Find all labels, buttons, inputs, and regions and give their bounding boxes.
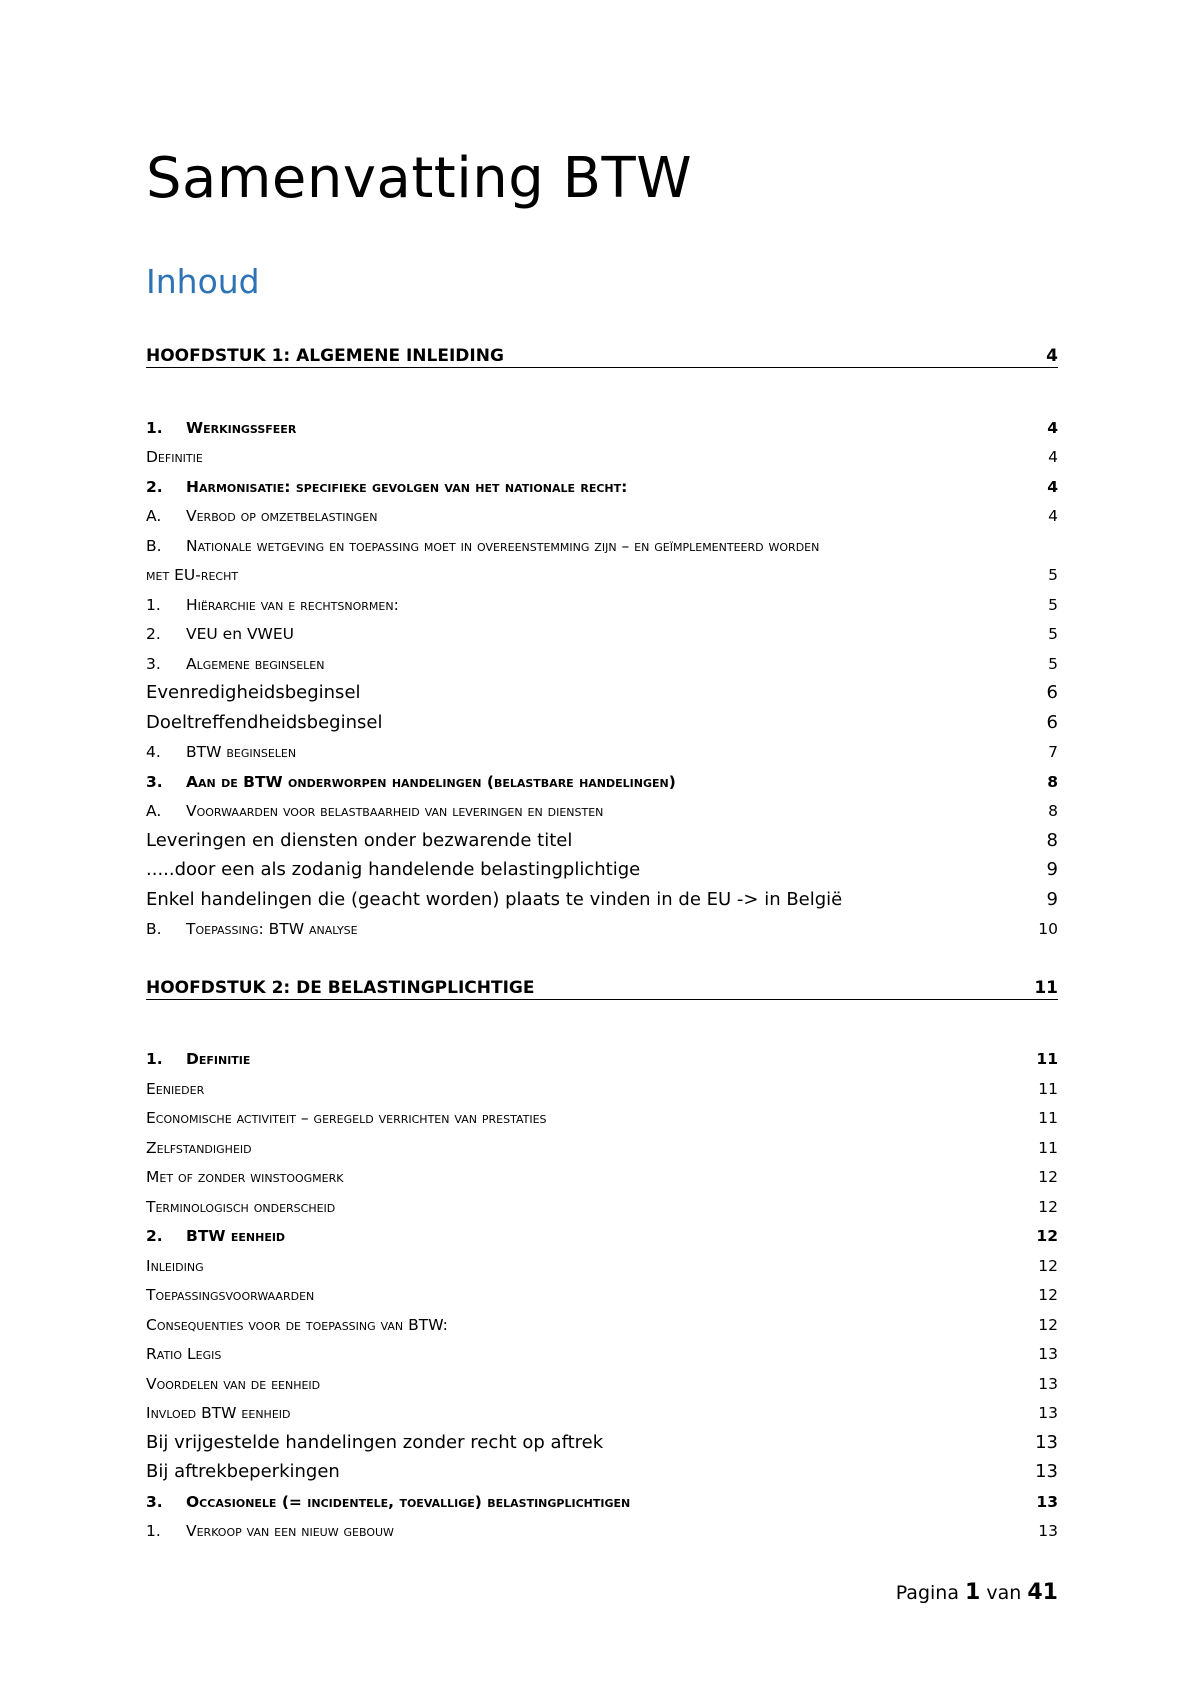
toc-entry[interactable]	[146, 1220, 1058, 1246]
toc-entry[interactable]	[146, 1250, 1058, 1276]
toc-entry-text: HOOFDSTUK 2: DE BELASTINGPLICHTIGE	[146, 978, 535, 998]
toc-entry[interactable]	[146, 589, 1058, 615]
toc-entry-page: 6	[1046, 712, 1058, 733]
toc-entry-text: Ratio Legis	[146, 1345, 222, 1363]
document-title: Samenvatting BTW	[146, 146, 693, 211]
toc-entry-text: 1. Werkingssfeer	[146, 419, 297, 437]
toc-entry-text: Evenredigheidsbeginsel	[146, 682, 361, 703]
toc-entry[interactable]	[146, 1043, 1058, 1069]
toc-entry-text: Invloed BTW eenheid	[146, 1404, 291, 1422]
toc-entry[interactable]	[146, 884, 1058, 910]
toc-entry-text: A. Verbod op omzetbelastingen	[146, 507, 378, 525]
toc-entry-text: 1. Hiërarchie van e rechtsnormen:	[146, 596, 399, 614]
toc-entry[interactable]	[146, 736, 1058, 762]
toc-entry[interactable]	[146, 1279, 1058, 1305]
toc-entry[interactable]	[146, 1338, 1058, 1364]
toc-entry-page: 11	[1036, 1050, 1058, 1068]
toc-entry[interactable]	[146, 1456, 1058, 1482]
toc-entry-page: 7	[1048, 743, 1058, 761]
toc-entry-text: 4. BTW beginselen	[146, 743, 297, 761]
toc-entry-text: 3. Aan de BTW onderworpen handelingen (belastbare handelingen)	[146, 773, 676, 791]
toc-entry[interactable]	[146, 530, 1058, 556]
toc-entry-page: 11	[1038, 1139, 1058, 1157]
toc-entry-chapter-1[interactable]	[146, 342, 1058, 368]
toc-entry-text: Bij vrijgestelde handelingen zonder recht op aftrek	[146, 1432, 604, 1453]
toc-entry[interactable]	[146, 1191, 1058, 1217]
toc-entry[interactable]	[146, 1397, 1058, 1423]
toc-entry-text: 2. Harmonisatie: specifieke gevolgen van het nationale recht:	[146, 478, 628, 496]
toc-entry-page: 6	[1046, 682, 1058, 703]
toc-entry-page: 13	[1038, 1375, 1058, 1393]
toc-entry-text: Bij aftrekbeperkingen	[146, 1461, 340, 1482]
toc-entry-page: 13	[1035, 1461, 1058, 1482]
toc-entry-page: 13	[1038, 1522, 1058, 1540]
toc-entry-text: .....door een als zodanig handelende belastingplichtige	[146, 859, 641, 880]
toc-entry-chapter-2[interactable]	[146, 974, 1058, 1000]
footer-current-page: 1	[965, 1580, 981, 1605]
toc-entry-page: 12	[1036, 1227, 1058, 1245]
toc-entry-text: Terminologisch onderscheid	[146, 1198, 336, 1216]
toc-entry[interactable]	[146, 618, 1058, 644]
toc-entry[interactable]	[146, 1368, 1058, 1394]
toc-entry-continuation[interactable]	[146, 559, 1058, 585]
toc-entry-text: Eenieder	[146, 1080, 205, 1098]
toc-entry-text: Met of zonder winstoogmerk	[146, 1168, 344, 1186]
toc-entry-text: Zelfstandigheid	[146, 1139, 252, 1157]
toc-entry-page: 13	[1035, 1432, 1058, 1453]
toc-entry-page: 5	[1048, 596, 1058, 614]
toc-entry-text: Definitie	[146, 448, 203, 466]
toc-entry[interactable]	[146, 441, 1058, 467]
toc-entry-text: A. Voorwaarden voor belastbaarheid van leveringen en diensten	[146, 802, 604, 820]
toc-entry-text: Leveringen en diensten onder bezwarende titel	[146, 830, 573, 851]
toc-entry-page: 8	[1048, 802, 1058, 820]
toc-entry-text: met EU-recht	[146, 566, 239, 584]
toc-entry-page: 11	[1034, 978, 1058, 998]
toc-entry[interactable]	[146, 1427, 1058, 1453]
toc-entry-page: 10	[1038, 920, 1058, 938]
toc-entry[interactable]	[146, 1073, 1058, 1099]
toc-entry-page: 5	[1048, 566, 1058, 584]
toc-entry[interactable]	[146, 1515, 1058, 1541]
toc-entry-text: 2. VEU en VWEU	[146, 625, 295, 643]
toc-entry[interactable]	[146, 1486, 1058, 1512]
toc-entry-page: 9	[1046, 859, 1058, 880]
toc-entry[interactable]	[146, 825, 1058, 851]
toc-entry-text: 2. BTW eenheid	[146, 1227, 286, 1245]
toc-entry-text: HOOFDSTUK 1: ALGEMENE INLEIDING	[146, 346, 504, 366]
toc-entry-text: Toepassingsvoorwaarden	[146, 1286, 315, 1304]
toc-heading: Inhoud	[146, 262, 260, 301]
toc-entry[interactable]	[146, 1309, 1058, 1335]
toc-entry-page: 5	[1048, 655, 1058, 673]
toc-entry-page: 4	[1048, 448, 1058, 466]
toc-entry[interactable]	[146, 500, 1058, 526]
toc-entry-text: 3. Occasionele (= incidentele, toevallige) belastingplichtigen	[146, 1493, 631, 1511]
toc-entry-page: 12	[1038, 1257, 1058, 1275]
page-footer	[896, 1580, 1058, 1605]
toc-entry-text: Consequenties voor de toepassing van BTW:	[146, 1316, 448, 1334]
toc-entry-page: 13	[1038, 1345, 1058, 1363]
toc-entry-text: 1. Definitie	[146, 1050, 251, 1068]
toc-entry-page: 4	[1046, 346, 1058, 366]
toc-entry[interactable]	[146, 471, 1058, 497]
footer-total-pages: 41	[1027, 1580, 1058, 1605]
toc-entry-page: 13	[1038, 1404, 1058, 1422]
toc-entry-page: 8	[1047, 773, 1058, 791]
toc-entry-page: 5	[1048, 625, 1058, 643]
toc-entry[interactable]	[146, 1132, 1058, 1158]
toc-entry-page: 11	[1038, 1080, 1058, 1098]
footer-prefix: Pagina	[895, 1582, 959, 1604]
toc-entry-text: Enkel handelingen die (geacht worden) plaats te vinden in de EU -> in België	[146, 889, 843, 910]
toc-entry-page: 12	[1038, 1316, 1058, 1334]
toc-entry-page: 11	[1038, 1109, 1058, 1127]
toc-entry-text: Doeltreffendheidsbeginsel	[146, 712, 383, 733]
toc-entry[interactable]	[146, 1161, 1058, 1187]
toc-entry-page: 4	[1048, 507, 1058, 525]
toc-entry[interactable]	[146, 854, 1058, 880]
toc-entry-page: 4	[1047, 419, 1058, 437]
toc-entry-page: 12	[1038, 1286, 1058, 1304]
toc-entry-page: 12	[1038, 1198, 1058, 1216]
toc-entry[interactable]	[146, 766, 1058, 792]
toc-entry-text: 1. Verkoop van een nieuw gebouw	[146, 1522, 394, 1540]
toc-entry[interactable]	[146, 1102, 1058, 1128]
toc-entry-page: 12	[1038, 1168, 1058, 1186]
toc-entry-text: B. Toepassing: BTW analyse	[146, 920, 358, 938]
toc-entry[interactable]	[146, 648, 1058, 674]
toc-entry[interactable]	[146, 677, 1058, 703]
toc-entry-text: 3. Algemene beginselen	[146, 655, 325, 673]
toc-entry-text: B. Nationale wetgeving en toepassing moet in overeenstemming zijn – en geïmplementeerd worden	[146, 537, 820, 555]
toc-entry-text: Economische activiteit – geregeld verrichten van prestaties	[146, 1109, 547, 1127]
toc-entry[interactable]	[146, 412, 1058, 438]
toc-entry[interactable]	[146, 913, 1058, 939]
toc-entry-page: 4	[1047, 478, 1058, 496]
toc-entry[interactable]	[146, 795, 1058, 821]
toc-entry-text: Inleiding	[146, 1257, 204, 1275]
footer-middle: van	[986, 1582, 1022, 1604]
toc-entry-text: Voordelen van de eenheid	[146, 1375, 321, 1393]
toc-entry-page: 13	[1036, 1493, 1058, 1511]
toc-entry-page: 9	[1046, 889, 1058, 910]
toc-entry[interactable]	[146, 707, 1058, 733]
toc-entry-page: 8	[1046, 830, 1058, 851]
